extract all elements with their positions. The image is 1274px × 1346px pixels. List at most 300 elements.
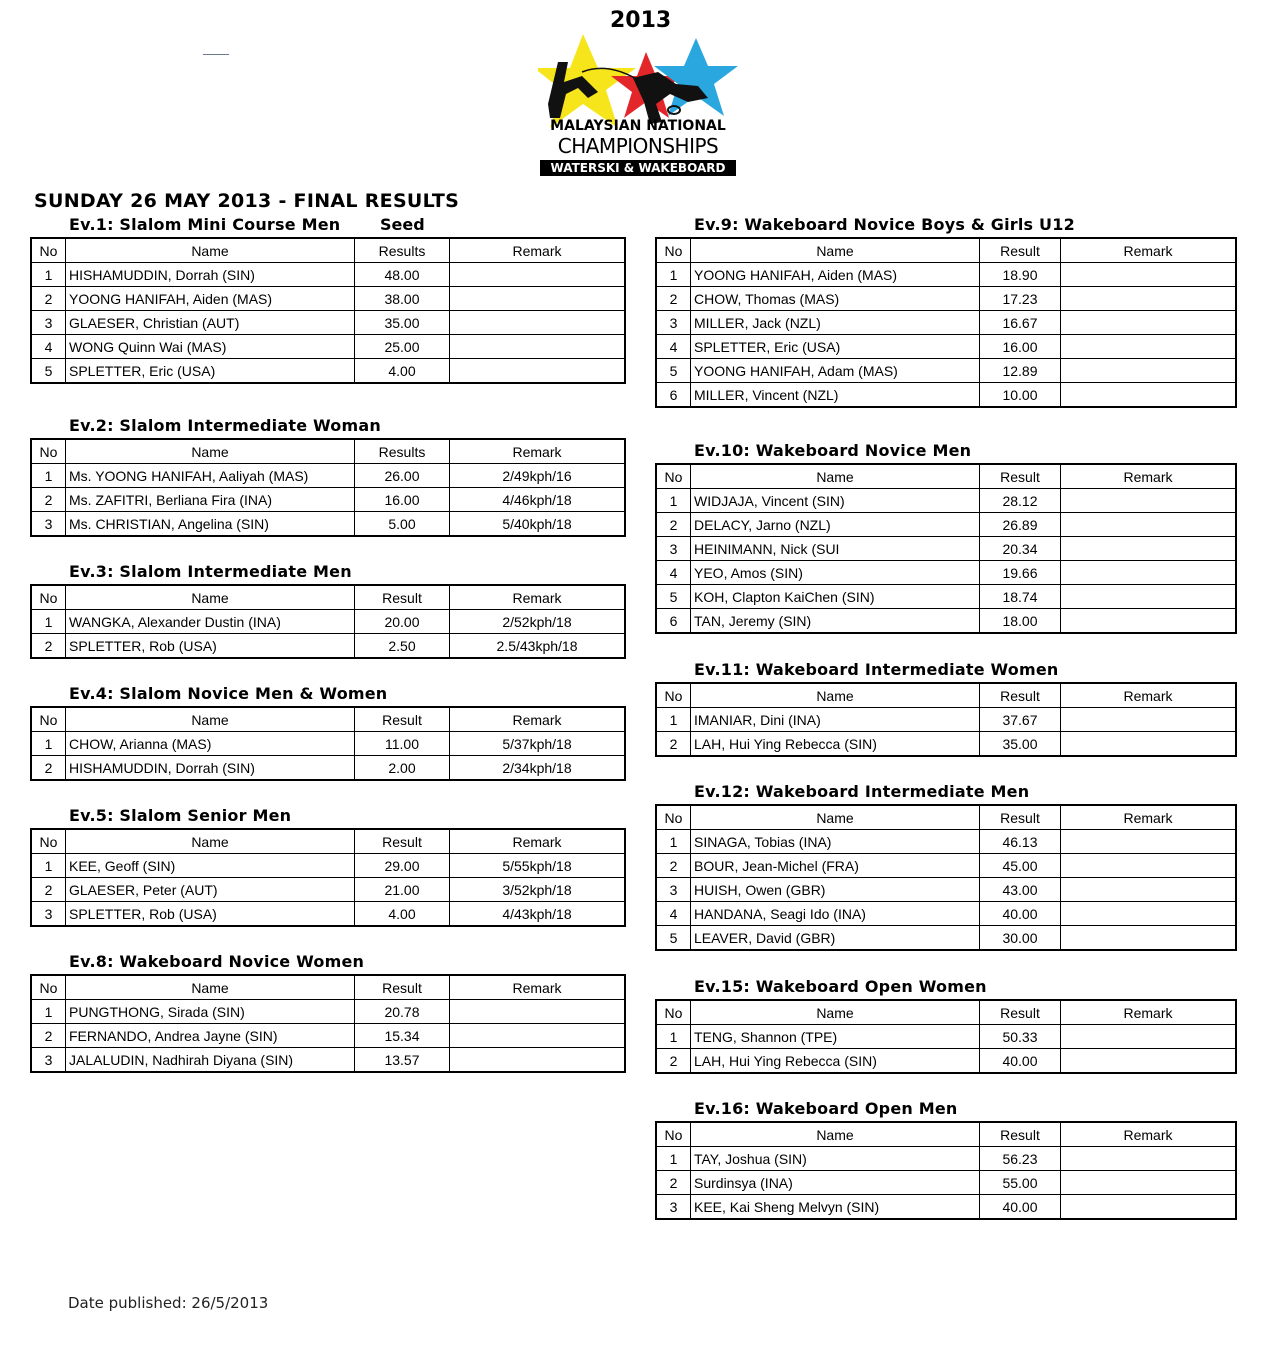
table-cell: 2 [31, 287, 66, 311]
table-cell: 43.00 [980, 878, 1061, 902]
table-row [31, 1024, 625, 1048]
table-row [31, 359, 625, 384]
table-cell: 11.00 [355, 732, 450, 756]
table-cell: SPLETTER, Eric (USA) [691, 335, 980, 359]
table-cell: BOUR, Jean-Michel (FRA) [691, 854, 980, 878]
event-title-ev4: Ev.4: Slalom Novice Men & Women [69, 684, 388, 703]
table-row [656, 1195, 1236, 1220]
table-cell [450, 311, 626, 335]
table-cell: PUNGTHONG, Sirada (SIN) [66, 1000, 355, 1024]
table-row [656, 732, 1236, 757]
decorative-dash [203, 54, 229, 55]
table-cell: MILLER, Jack (NZL) [691, 311, 980, 335]
table-cell: 50.33 [980, 1025, 1061, 1049]
results-table-ev3 [30, 584, 626, 659]
table-cell: Result [355, 585, 450, 610]
table-header [656, 805, 1236, 830]
table-cell: Remark [450, 829, 626, 854]
results-table-ev8 [30, 974, 626, 1073]
table-cell: YOONG HANIFAH, Aiden (MAS) [66, 287, 355, 311]
table-cell: Remark [1061, 1000, 1237, 1025]
table-cell: No [656, 238, 691, 263]
table-row [656, 561, 1236, 585]
table-cell: 4 [656, 902, 691, 926]
table-row [656, 311, 1236, 335]
table-cell: 5 [31, 359, 66, 384]
table-cell: Result [355, 975, 450, 1000]
table-cell: 5/37kph/18 [450, 732, 626, 756]
table-cell: No [656, 1000, 691, 1025]
table-cell: 3 [31, 512, 66, 537]
table-cell: 20.78 [355, 1000, 450, 1024]
logo-line-3: WATERSKI & WAKEBOARD [540, 160, 736, 176]
table-cell: KEE, Geoff (SIN) [66, 854, 355, 878]
table-cell: 1 [656, 830, 691, 854]
table-cell: 4 [656, 335, 691, 359]
table-cell: HISHAMUDDIN, Dorrah (SIN) [66, 263, 355, 287]
table-cell [1061, 513, 1237, 537]
table-cell: 21.00 [355, 878, 450, 902]
table-cell: CHOW, Arianna (MAS) [66, 732, 355, 756]
event-title-ev10: Ev.10: Wakeboard Novice Men [694, 441, 972, 460]
table-cell: 10.00 [980, 383, 1061, 408]
table-row [31, 512, 625, 537]
table-cell: 56.23 [980, 1147, 1061, 1171]
results-table-ev16 [655, 1121, 1237, 1220]
logo-line-2: CHAMPIONSHIPS [557, 134, 719, 158]
table-cell: 40.00 [980, 902, 1061, 926]
table-row [656, 335, 1236, 359]
page-title: SUNDAY 26 MAY 2013 - FINAL RESULTS [34, 190, 460, 212]
table-cell: Remark [450, 707, 626, 732]
table-cell: 2/52kph/18 [450, 610, 626, 634]
table-cell: Result [980, 1122, 1061, 1147]
table-cell: 1 [31, 263, 66, 287]
table-cell: 1 [31, 1000, 66, 1024]
table-row [31, 1048, 625, 1073]
table-cell [450, 335, 626, 359]
table-cell: 28.12 [980, 489, 1061, 513]
date-published: Date published: 26/5/2013 [68, 1294, 269, 1312]
table-row [31, 732, 625, 756]
table-cell: 4 [31, 335, 66, 359]
table-cell [1061, 1195, 1237, 1220]
table-cell: Ms. ZAFITRI, Berliana Fira (INA) [66, 488, 355, 512]
table-cell: 2 [31, 1024, 66, 1048]
event-title-ev15: Ev.15: Wakeboard Open Women [694, 977, 987, 996]
table-cell: 30.00 [980, 926, 1061, 951]
table-cell: 16.00 [355, 488, 450, 512]
table-cell: Name [66, 975, 355, 1000]
table-cell: 2 [656, 732, 691, 757]
table-row [656, 263, 1236, 287]
table-cell: No [656, 464, 691, 489]
table-cell: GLAESER, Peter (AUT) [66, 878, 355, 902]
table-cell: HEINIMANN, Nick (SUI [691, 537, 980, 561]
table-cell: 2.5/43kph/18 [450, 634, 626, 659]
table-cell: Remark [1061, 683, 1237, 708]
table-cell: LEAVER, David (GBR) [691, 926, 980, 951]
table-row [31, 287, 625, 311]
table-cell: 40.00 [980, 1195, 1061, 1220]
table-header [31, 707, 625, 732]
table-row [31, 902, 625, 927]
table-header [31, 829, 625, 854]
table-cell [1061, 561, 1237, 585]
table-cell: Name [66, 439, 355, 464]
results-table-ev1 [30, 237, 626, 384]
table-cell: WANGKA, Alexander Dustin (INA) [66, 610, 355, 634]
table-cell: 20.34 [980, 537, 1061, 561]
logo-year: 2013 [610, 8, 672, 33]
table-row [656, 359, 1236, 383]
table-cell: 5.00 [355, 512, 450, 537]
table-row [656, 926, 1236, 951]
table-cell: SPLETTER, Eric (USA) [66, 359, 355, 384]
table-cell: Surdinsya (INA) [691, 1171, 980, 1195]
results-table-ev10 [655, 463, 1237, 634]
table-cell: No [31, 585, 66, 610]
table-cell [1061, 609, 1237, 634]
table-cell: HANDANA, Seagi Ido (INA) [691, 902, 980, 926]
table-cell [450, 359, 626, 384]
table-header [31, 439, 625, 464]
table-cell: FERNANDO, Andrea Jayne (SIN) [66, 1024, 355, 1048]
table-row [656, 489, 1236, 513]
table-cell [450, 1048, 626, 1073]
table-cell: Result [980, 805, 1061, 830]
table-cell: 3 [656, 878, 691, 902]
results-table-ev2 [30, 438, 626, 537]
table-cell [1061, 1147, 1237, 1171]
table-cell: Remark [450, 585, 626, 610]
table-header [31, 585, 625, 610]
table-cell [450, 263, 626, 287]
results-table-ev4 [30, 706, 626, 781]
table-cell [1061, 311, 1237, 335]
table-cell: 48.00 [355, 263, 450, 287]
table-cell: 55.00 [980, 1171, 1061, 1195]
table-cell: DELACY, Jarno (NZL) [691, 513, 980, 537]
table-cell [450, 1000, 626, 1024]
table-row [31, 634, 625, 659]
table-cell: 2 [31, 878, 66, 902]
table-row [656, 878, 1236, 902]
table-cell: 2.00 [355, 756, 450, 781]
table-cell [1061, 830, 1237, 854]
table-row [656, 1147, 1236, 1171]
table-cell: Ms. CHRISTIAN, Angelina (SIN) [66, 512, 355, 537]
event-title-ev3: Ev.3: Slalom Intermediate Men [69, 562, 352, 581]
table-cell [1061, 383, 1237, 408]
table-cell: 1 [656, 489, 691, 513]
table-cell: 2 [656, 513, 691, 537]
table-cell: 35.00 [355, 311, 450, 335]
table-cell: 1 [31, 610, 66, 634]
table-cell: 2 [656, 854, 691, 878]
table-header [656, 464, 1236, 489]
table-row [31, 311, 625, 335]
table-cell: HUISH, Owen (GBR) [691, 878, 980, 902]
table-cell: 13.57 [355, 1048, 450, 1073]
table-cell: 37.67 [980, 708, 1061, 732]
table-cell: 19.66 [980, 561, 1061, 585]
table-cell: 2 [31, 756, 66, 781]
table-cell: 4.00 [355, 359, 450, 384]
table-cell: 18.74 [980, 585, 1061, 609]
table-cell: 29.00 [355, 854, 450, 878]
table-row [31, 610, 625, 634]
event-title-ev11: Ev.11: Wakeboard Intermediate Women [694, 660, 1059, 679]
table-cell: Remark [1061, 805, 1237, 830]
table-cell: No [31, 975, 66, 1000]
table-cell: WIDJAJA, Vincent (SIN) [691, 489, 980, 513]
table-cell: 1 [656, 1025, 691, 1049]
table-cell [1061, 537, 1237, 561]
table-cell: Name [66, 829, 355, 854]
table-cell [1061, 708, 1237, 732]
table-row [31, 1000, 625, 1024]
table-cell: KEE, Kai Sheng Melvyn (SIN) [691, 1195, 980, 1220]
table-header [656, 683, 1236, 708]
table-cell: Result [355, 707, 450, 732]
table-cell: TENG, Shannon (TPE) [691, 1025, 980, 1049]
table-cell: 1 [656, 1147, 691, 1171]
seed-label: Seed [380, 215, 425, 234]
table-cell: 1 [31, 854, 66, 878]
table-cell: 2 [656, 1049, 691, 1074]
table-cell [1061, 287, 1237, 311]
table-cell: 3 [31, 902, 66, 927]
table-cell: Result [355, 829, 450, 854]
table-cell: 2 [31, 488, 66, 512]
table-cell: Name [66, 238, 355, 263]
table-header [656, 1000, 1236, 1025]
event-title-ev9: Ev.9: Wakeboard Novice Boys & Girls U12 [694, 215, 1075, 234]
table-row [656, 585, 1236, 609]
table-cell: 26.00 [355, 464, 450, 488]
table-cell [1061, 854, 1237, 878]
table-cell: YEO, Amos (SIN) [691, 561, 980, 585]
results-table-ev5 [30, 828, 626, 927]
table-cell [1061, 1025, 1237, 1049]
table-cell: TAN, Jeremy (SIN) [691, 609, 980, 634]
table-cell: 2 [656, 1171, 691, 1195]
table-row [31, 488, 625, 512]
table-cell: 45.00 [980, 854, 1061, 878]
table-cell: 38.00 [355, 287, 450, 311]
table-cell: 40.00 [980, 1049, 1061, 1074]
event-title-ev8: Ev.8: Wakeboard Novice Women [69, 952, 365, 971]
table-cell: 12.89 [980, 359, 1061, 383]
table-cell: 1 [656, 708, 691, 732]
table-row [656, 854, 1236, 878]
table-cell: 26.89 [980, 513, 1061, 537]
table-row [31, 756, 625, 781]
table-row [31, 263, 625, 287]
table-cell: 5 [656, 926, 691, 951]
table-cell: HISHAMUDDIN, Dorrah (SIN) [66, 756, 355, 781]
table-header [656, 1122, 1236, 1147]
table-cell: Remark [450, 238, 626, 263]
event-title-ev2: Ev.2: Slalom Intermediate Woman [69, 416, 381, 435]
table-cell [450, 287, 626, 311]
table-row [656, 537, 1236, 561]
table-row [656, 287, 1236, 311]
table-cell: 18.90 [980, 263, 1061, 287]
table-row [31, 464, 625, 488]
table-cell: SINAGA, Tobias (INA) [691, 830, 980, 854]
table-cell: Ms. YOONG HANIFAH, Aaliyah (MAS) [66, 464, 355, 488]
table-row [31, 335, 625, 359]
table-cell: 1 [656, 263, 691, 287]
table-cell: CHOW, Thomas (MAS) [691, 287, 980, 311]
table-cell: LAH, Hui Ying Rebecca (SIN) [691, 1049, 980, 1074]
table-cell: Name [691, 1000, 980, 1025]
table-row [656, 1049, 1236, 1074]
table-cell: 25.00 [355, 335, 450, 359]
table-cell: 16.67 [980, 311, 1061, 335]
table-row [656, 609, 1236, 634]
table-cell [1061, 359, 1237, 383]
table-cell: SPLETTER, Rob (USA) [66, 634, 355, 659]
table-cell: 35.00 [980, 732, 1061, 757]
table-header [656, 238, 1236, 263]
championship-logo [538, 8, 738, 180]
table-cell: YOONG HANIFAH, Adam (MAS) [691, 359, 980, 383]
table-header [31, 238, 625, 263]
table-cell: Name [691, 683, 980, 708]
table-row [31, 878, 625, 902]
table-cell: Name [66, 707, 355, 732]
results-table-ev12 [655, 804, 1237, 951]
table-cell: SPLETTER, Rob (USA) [66, 902, 355, 927]
table-cell: 4/46kph/18 [450, 488, 626, 512]
table-row [656, 708, 1236, 732]
table-cell: 2 [31, 634, 66, 659]
table-cell: 5/55kph/18 [450, 854, 626, 878]
table-cell [1061, 732, 1237, 757]
table-cell [1061, 1049, 1237, 1074]
table-cell: 17.23 [980, 287, 1061, 311]
table-cell: 4/43kph/18 [450, 902, 626, 927]
table-cell: WONG Quinn Wai (MAS) [66, 335, 355, 359]
table-cell [1061, 878, 1237, 902]
table-cell: 3 [656, 311, 691, 335]
table-cell: Results [355, 238, 450, 263]
table-cell [450, 1024, 626, 1048]
table-cell: 1 [31, 464, 66, 488]
table-cell: No [656, 683, 691, 708]
table-cell: 5 [656, 359, 691, 383]
table-cell: KOH, Clapton KaiChen (SIN) [691, 585, 980, 609]
table-cell: 20.00 [355, 610, 450, 634]
table-cell: Name [691, 805, 980, 830]
table-cell: Remark [450, 975, 626, 1000]
table-cell: Name [691, 238, 980, 263]
table-cell: Name [66, 585, 355, 610]
table-cell: GLAESER, Christian (AUT) [66, 311, 355, 335]
table-cell: LAH, Hui Ying Rebecca (SIN) [691, 732, 980, 757]
table-cell: 4.00 [355, 902, 450, 927]
table-row [31, 854, 625, 878]
table-cell: Remark [1061, 238, 1237, 263]
table-cell [1061, 585, 1237, 609]
table-cell: 3 [656, 1195, 691, 1220]
table-cell: No [31, 829, 66, 854]
logo-line-1: MALAYSIAN NATIONAL [550, 118, 726, 134]
event-title-ev1: Ev.1: Slalom Mini Course Men [69, 215, 341, 234]
table-row [656, 1025, 1236, 1049]
table-cell: TAY, Joshua (SIN) [691, 1147, 980, 1171]
table-cell [1061, 263, 1237, 287]
table-cell: Results [355, 439, 450, 464]
table-row [656, 1171, 1236, 1195]
table-cell: 3 [656, 537, 691, 561]
table-cell [1061, 335, 1237, 359]
table-cell [1061, 1171, 1237, 1195]
event-title-ev16: Ev.16: Wakeboard Open Men [694, 1099, 958, 1118]
table-cell: No [31, 439, 66, 464]
table-cell: Result [980, 238, 1061, 263]
table-cell: 3 [31, 311, 66, 335]
table-cell: 1 [31, 732, 66, 756]
event-title-ev12: Ev.12: Wakeboard Intermediate Men [694, 782, 1030, 801]
table-cell: 3 [31, 1048, 66, 1073]
table-cell [1061, 489, 1237, 513]
table-cell: 2/34kph/18 [450, 756, 626, 781]
table-cell: MILLER, Vincent (NZL) [691, 383, 980, 408]
table-cell [1061, 926, 1237, 951]
table-cell: YOONG HANIFAH, Aiden (MAS) [691, 263, 980, 287]
table-cell: 16.00 [980, 335, 1061, 359]
table-cell: 4 [656, 561, 691, 585]
results-table-ev11 [655, 682, 1237, 757]
table-cell: JALALUDIN, Nadhirah Diyana (SIN) [66, 1048, 355, 1073]
table-cell: Name [691, 464, 980, 489]
table-cell: 6 [656, 609, 691, 634]
results-table-ev9 [655, 237, 1237, 408]
table-cell: 3/52kph/18 [450, 878, 626, 902]
table-cell: Result [980, 683, 1061, 708]
table-cell: No [31, 238, 66, 263]
table-cell: 6 [656, 383, 691, 408]
table-cell: No [31, 707, 66, 732]
table-cell [1061, 902, 1237, 926]
table-cell: 2/49kph/16 [450, 464, 626, 488]
table-cell: 18.00 [980, 609, 1061, 634]
table-cell: No [656, 1122, 691, 1147]
results-table-ev15 [655, 999, 1237, 1074]
table-header [31, 975, 625, 1000]
table-row [656, 902, 1236, 926]
table-cell: No [656, 805, 691, 830]
table-cell: 46.13 [980, 830, 1061, 854]
table-cell: 5 [656, 585, 691, 609]
event-title-ev5: Ev.5: Slalom Senior Men [69, 806, 292, 825]
table-row [656, 830, 1236, 854]
table-row [656, 513, 1236, 537]
table-cell: Result [980, 464, 1061, 489]
table-cell: 15.34 [355, 1024, 450, 1048]
table-cell: Name [691, 1122, 980, 1147]
table-cell: 2.50 [355, 634, 450, 659]
table-cell: Remark [1061, 1122, 1237, 1147]
table-cell: 2 [656, 287, 691, 311]
table-cell: Remark [1061, 464, 1237, 489]
table-cell: 5/40kph/18 [450, 512, 626, 537]
table-row [656, 383, 1236, 408]
